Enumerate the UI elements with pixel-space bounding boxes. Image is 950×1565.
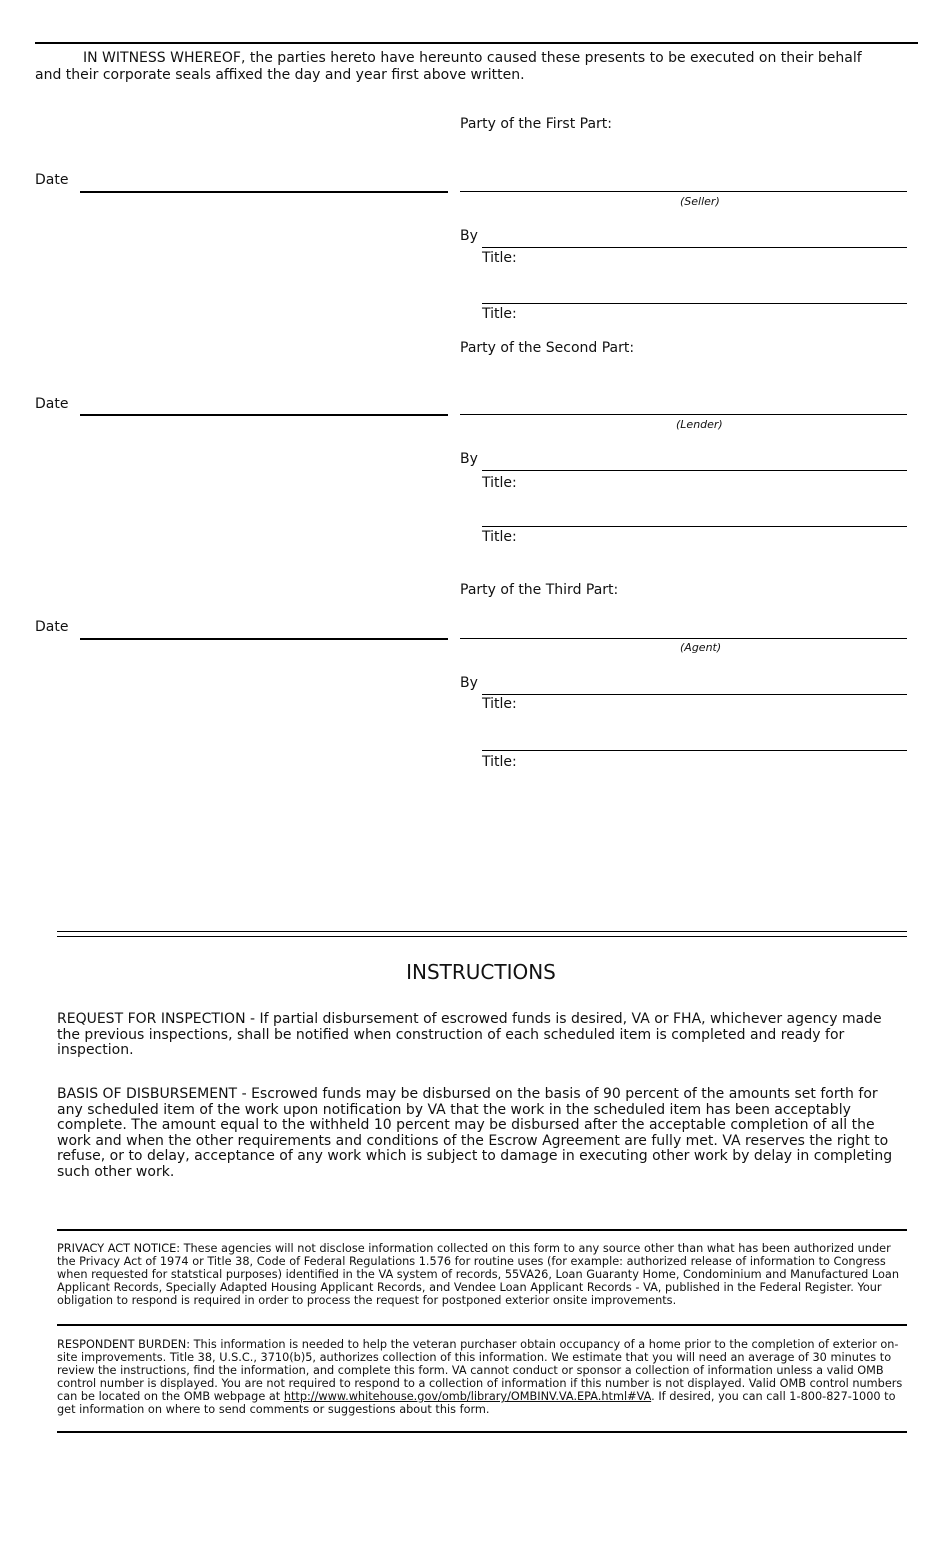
party-2-title-label-2: Title: <box>482 529 517 545</box>
privacy-rule <box>57 1229 907 1231</box>
party-3-second-signature-field[interactable] <box>482 750 907 751</box>
party-1-signature-field[interactable] <box>460 191 907 192</box>
burden-rule <box>57 1324 907 1326</box>
instructions-rule-top <box>57 931 907 932</box>
party-1-title-label-1: Title: <box>482 250 517 266</box>
party-2-second-signature-field[interactable] <box>482 526 907 527</box>
party-1-title-label-2: Title: <box>482 306 517 322</box>
respondent-burden <box>57 1338 907 1416</box>
party-3-title-label-1: Title: <box>482 696 517 712</box>
date-label-1: Date <box>35 172 69 188</box>
bottom-rule <box>57 1431 907 1433</box>
party-3-heading: Party of the Third Part: <box>460 582 619 598</box>
party-2-title-label-1: Title: <box>482 475 517 491</box>
witness-line-2: and their corporate seals affixed the day and year first above written. <box>35 67 525 83</box>
date-label-2: Date <box>35 396 69 412</box>
party-3-role: (Agent) <box>680 641 722 654</box>
party-3-by-field[interactable] <box>482 694 907 695</box>
party-2-by-label: By <box>460 451 478 467</box>
party-3-by-label: By <box>460 675 478 691</box>
omb-webpage-link[interactable]: http://www.whitehouse.gov/omb/library/OMBINV.VA.EPA.html#VA <box>283 1390 652 1403</box>
top-rule <box>35 42 918 44</box>
burden-text-after: . If desired, you can call 1-800-827-1000 to get information on where to send comments or suggestions about this form. <box>57 1390 896 1416</box>
party-2-by-field[interactable] <box>482 470 907 471</box>
instructions-rule-bottom <box>57 936 907 937</box>
party-2-role: (Lender) <box>676 418 723 431</box>
witness-line-1: IN WITNESS WHEREOF, the parties hereto have hereunto caused these presents to be executed on their behalf <box>83 50 862 66</box>
date-field-2[interactable] <box>80 414 448 416</box>
party-1-role: (Seller) <box>680 195 720 208</box>
party-1-by-field[interactable] <box>482 247 907 248</box>
basis-of-disbursement: BASIS OF DISBURSEMENT - Escrowed funds may be disbursed on the basis of 90 percent of the amounts set forth for any scheduled item of the work upon notification by VA that the work in the scheduled item has been acceptably complete. The amount equal to the withheld 10 percent may be disbursed after the acceptable completion of all the work and when the other requirements and conditions of the Escrow Agreement are fully met. VA reserves the right to refuse, or to delay, acceptance of any work which is subject to damage in executing other work by delay in completing such other work. <box>57 1086 893 1180</box>
date-field-1[interactable] <box>80 191 448 193</box>
party-2-signature-field[interactable] <box>460 414 907 415</box>
party-1-heading: Party of the First Part: <box>460 116 613 132</box>
request-for-inspection: REQUEST FOR INSPECTION - If partial disbursement of escrowed funds is desired, VA or FHA, whichever agency made the previous inspections, shall be notified when construction of each scheduled item is completed and ready for inspection. <box>57 1011 882 1058</box>
party-1-by-label: By <box>460 228 478 244</box>
party-1-second-signature-field[interactable] <box>482 303 907 304</box>
instructions-heading: INSTRUCTIONS <box>406 960 556 984</box>
party-3-signature-field[interactable] <box>460 638 907 639</box>
burden-text-before: RESPONDENT BURDEN: This information is needed to help the veteran purchaser obtain occupancy of a home prior to the completion of exterior on-site improvements. Title 38, U.S.C., 3710(b)5, authorizes collection of this information. We estimate that you will need an average of 30 minutes to review the instructions, find the information, and complete this form. VA cannot conduct or sponsor a collection of information unless a valid OMB control number is displayed. You are not required to respond to a collection of information if this number is not displayed. Valid OMB control numbers can be located on the OMB webpage at <box>57 1338 903 1403</box>
party-2-heading: Party of the Second Part: <box>460 340 635 356</box>
date-field-3[interactable] <box>80 638 448 640</box>
date-label-3: Date <box>35 619 69 635</box>
party-3-title-label-2: Title: <box>482 754 517 770</box>
privacy-act-notice: PRIVACY ACT NOTICE: These agencies will not disclose information collected on this form to any source other than what has been authorized under the Privacy Act of 1974 or Title 38, Code of Federal Regulations 1.576 for routine uses (for example: authorized release of information to Congress when requested for statstical purposes) identified in the VA system of records, 55VA26, Loan Guaranty Home, Condominium and Manufactured Loan Applicant Records, Specially Adapted Housing Applicant Records, and Vendee Loan Applicant Records - VA, published in the Federal Register. Your obligation to respond is required in order to process the request for postponed exterior onsite improvements. <box>57 1242 899 1307</box>
